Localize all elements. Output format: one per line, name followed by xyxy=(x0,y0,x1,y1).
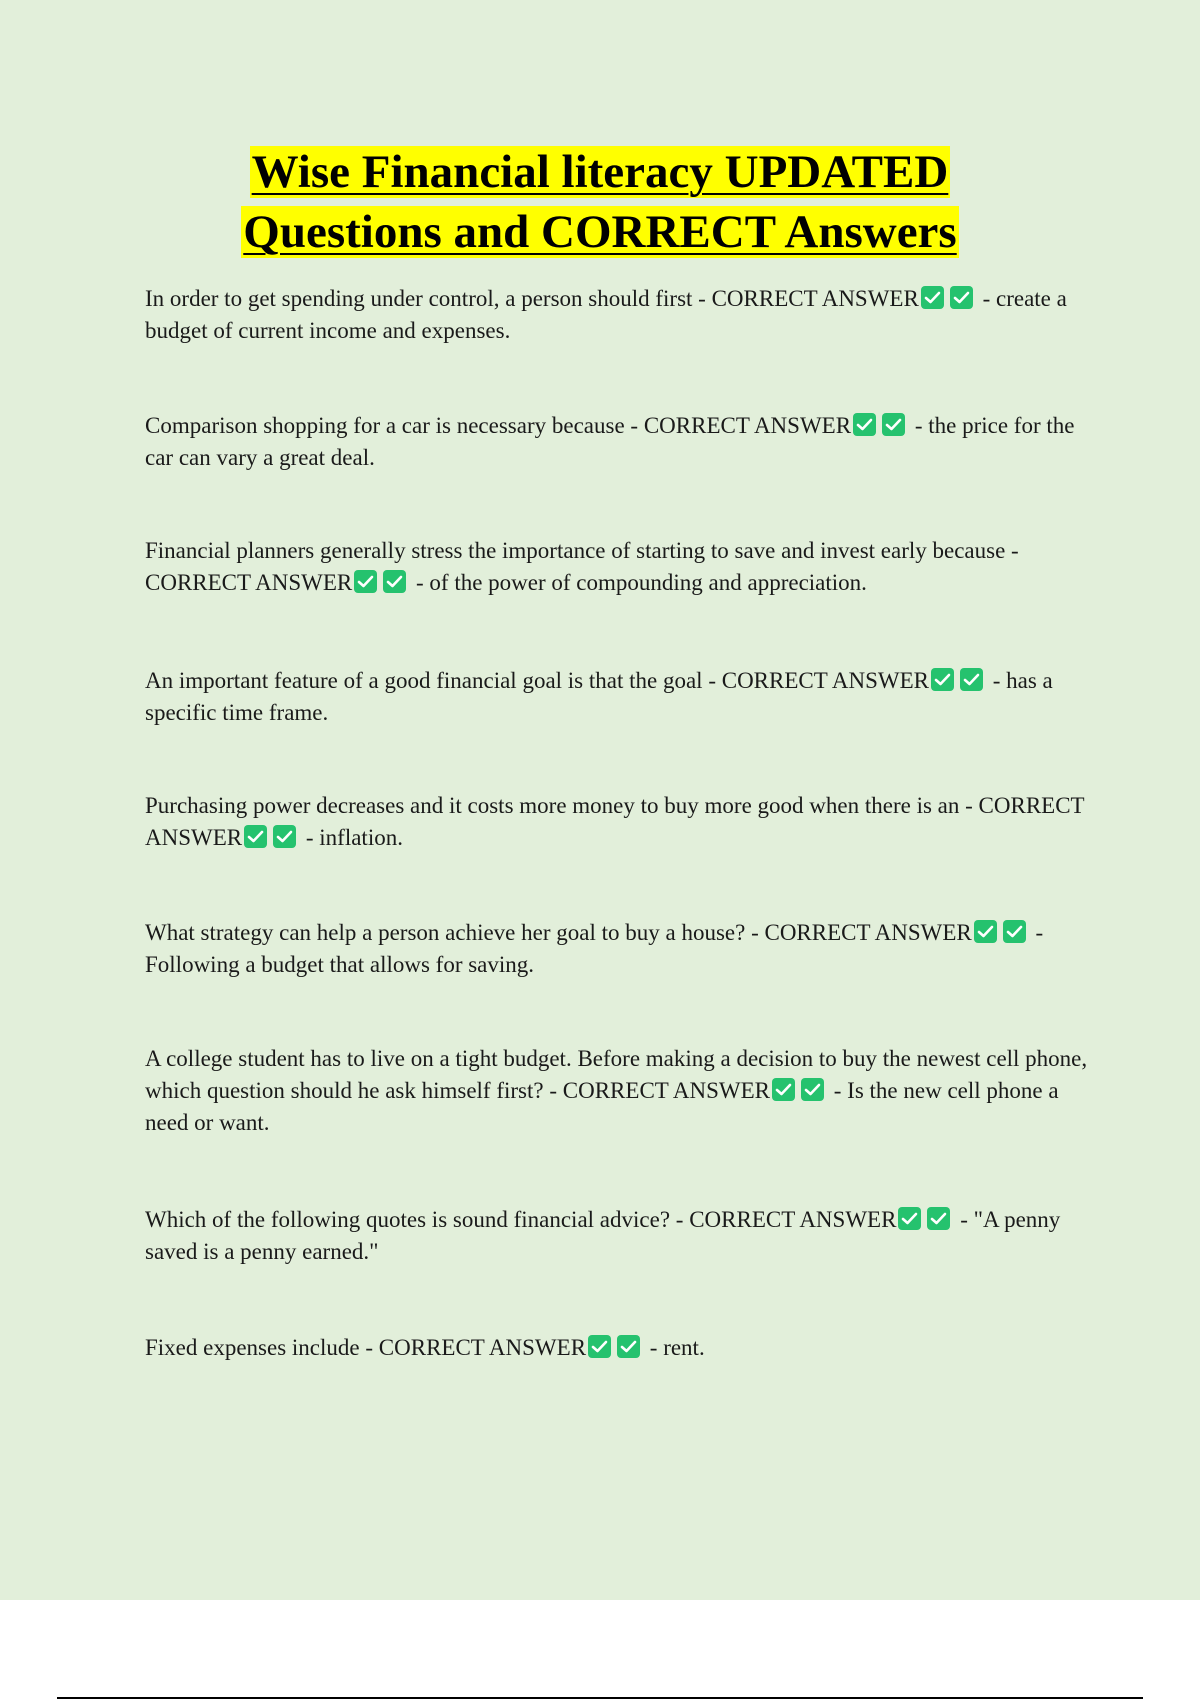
check-mark-icon xyxy=(882,413,905,436)
footer-rule xyxy=(57,1697,1143,1699)
title-line-2: Questions and CORRECT Answers xyxy=(243,206,957,258)
check-mark-icon xyxy=(801,1078,824,1101)
answer-text: - the price for the car can vary a great deal. xyxy=(145,413,1075,470)
question-text: What strategy can help a person achieve her goal to buy a house? - xyxy=(145,920,765,945)
answer-text: - Following a budget that allows for saving. xyxy=(145,920,1044,977)
question-text: Fixed expenses include - xyxy=(145,1335,379,1360)
qa-item-5 xyxy=(145,790,1090,854)
check-mark-icon xyxy=(1003,920,1026,943)
qa-item-3 xyxy=(145,535,1090,599)
answer-marker: CORRECT ANSWER xyxy=(711,286,919,311)
qa-item-9 xyxy=(145,1332,1090,1364)
qa-item-4 xyxy=(145,665,1090,729)
answer-marker: CORRECT ANSWER xyxy=(689,1207,897,1232)
question-text: Purchasing power decreases and it costs more money to buy more good when there is an - xyxy=(145,793,979,818)
question-text: Which of the following quotes is sound financial advice? - xyxy=(145,1207,690,1232)
check-mark-icon xyxy=(383,570,406,593)
qa-item-2 xyxy=(145,410,1090,474)
check-mark-icon xyxy=(617,1335,640,1358)
answer-text: - "A penny saved is a penny earned." xyxy=(145,1207,1061,1264)
answer-text: - of the power of compounding and appreciation. xyxy=(410,570,867,595)
answer-text: - rent. xyxy=(644,1335,705,1360)
check-mark-icon xyxy=(853,413,876,436)
answer-text: - create a budget of current income and expenses. xyxy=(145,286,1067,343)
check-mark-icon xyxy=(927,1207,950,1230)
qa-item-1 xyxy=(145,283,1090,347)
answer-text: - inflation. xyxy=(300,825,403,850)
check-mark-icon xyxy=(772,1078,795,1101)
check-mark-icon xyxy=(244,825,267,848)
question-text: Financial planners generally stress the importance of starting to save and invest early because - xyxy=(145,538,1019,563)
check-mark-icon xyxy=(273,825,296,848)
answer-marker: CORRECT ANSWER xyxy=(764,920,972,945)
check-mark-icon xyxy=(588,1335,611,1358)
answer-marker: CORRECT ANSWER xyxy=(145,570,353,595)
qa-item-8 xyxy=(145,1204,1090,1268)
question-text: An important feature of a good financial goal is that the goal - xyxy=(145,668,722,693)
check-mark-icon xyxy=(931,668,954,691)
check-mark-icon xyxy=(921,286,944,309)
answer-marker: CORRECT ANSWER xyxy=(643,413,852,438)
answer-marker: CORRECT ANSWER xyxy=(562,1078,771,1103)
answer-text: - Is the new cell phone a need or want. xyxy=(145,1078,1059,1135)
check-mark-icon xyxy=(960,668,983,691)
question-text: In order to get spending under control, a person should first - xyxy=(145,286,712,311)
document-title xyxy=(0,142,1200,262)
check-mark-icon xyxy=(354,570,377,593)
answer-text: - has a specific time frame. xyxy=(145,668,1053,725)
qa-item-6 xyxy=(145,917,1090,981)
answer-marker: CORRECT ANSWER xyxy=(145,793,1085,850)
answer-marker: CORRECT ANSWER xyxy=(378,1335,587,1360)
qa-item-7 xyxy=(145,1043,1090,1139)
title-line-1: Wise Financial literacy UPDATED xyxy=(251,146,949,198)
answer-marker: CORRECT ANSWER xyxy=(721,668,929,693)
check-mark-icon xyxy=(950,286,973,309)
check-mark-icon xyxy=(974,920,997,943)
question-text: A college student has to live on a tight budget. Before making a decision to buy the newest cell phone, which question should he ask himself first? - xyxy=(145,1046,1088,1103)
check-mark-icon xyxy=(898,1207,921,1230)
question-text: Comparison shopping for a car is necessary because - xyxy=(145,413,644,438)
